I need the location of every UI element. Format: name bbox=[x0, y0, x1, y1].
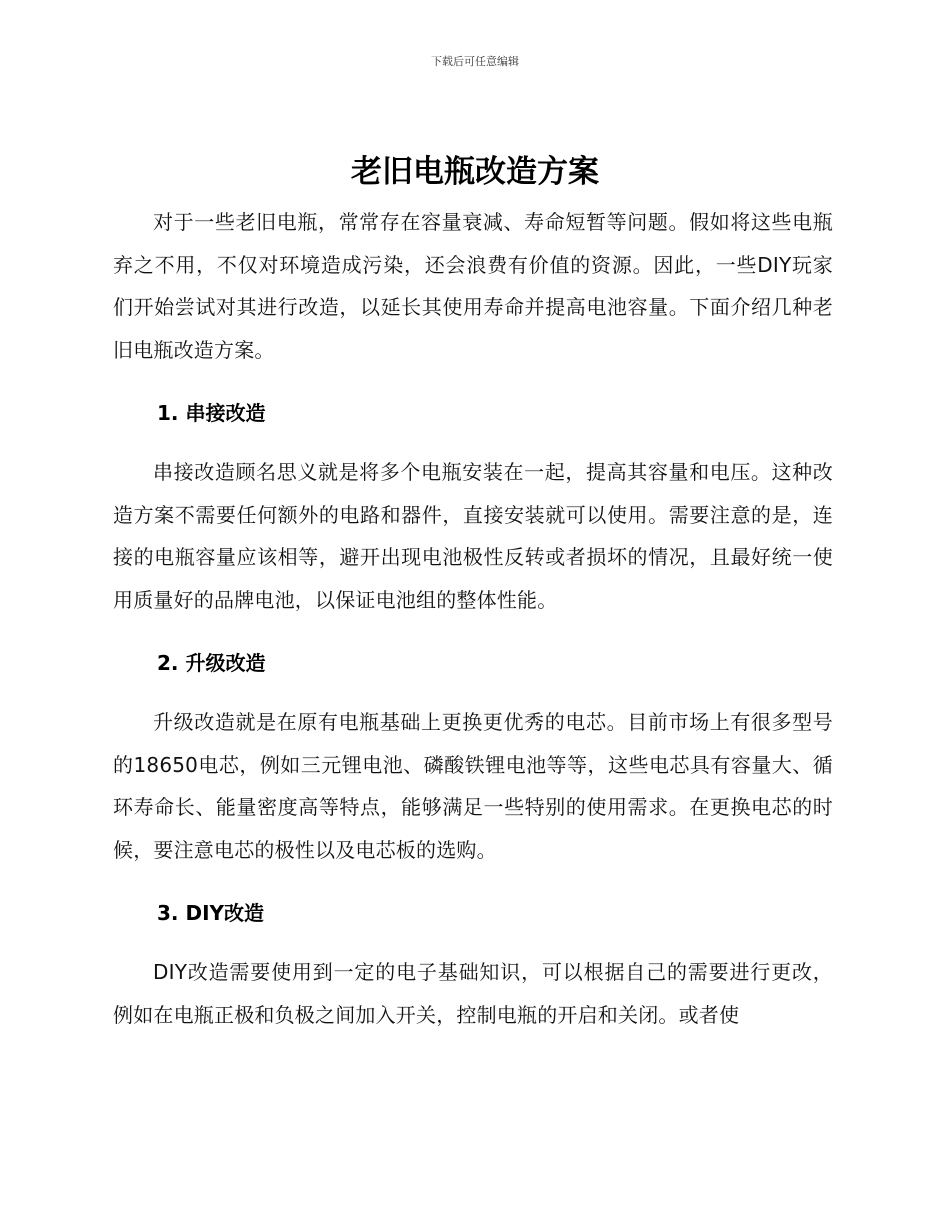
document-title: 老旧电瓶改造方案 bbox=[351, 154, 599, 190]
section-body-block-3 bbox=[113, 951, 833, 1036]
intro-paragraph: 对于一些老旧电瓶，常常存在容量衰减、寿命短暂等问题。假如将这些电瓶弃之不用，不仅对环境造成污染，还会浪费有价值的资源。因此，一些DIY玩家们开始尝试对其进行改造，以延长其使用寿命并提高电池容量。下面介绍几种老旧电瓶改造方案。 bbox=[113, 210, 833, 362]
section-paragraph-1: 串接改造顾名思义就是将多个电瓶安装在一起，提高其容量和电压。这种改造方案不需要任何额外的电路和器件，直接安装就可以使用。需要注意的是，连接的电瓶容量应该相等，避开出现电池极性反转或者损坏的情况，且最好统一使用质量好的品牌电池，以保证电池组的整体性能。 bbox=[113, 460, 833, 612]
section-heading-1: 1. 串接改造 bbox=[157, 401, 266, 425]
section-heading-2: 2. 升级改造 bbox=[157, 651, 266, 675]
section-heading-3: 3. DIY改造 bbox=[157, 901, 265, 925]
intro-block bbox=[113, 201, 833, 371]
section-paragraph-2: 升级改造就是在原有电瓶基础上更换更优秀的电芯。目前市场上有很多型号的18650电芯，例如三元锂电池、磷酸铁锂电池等等，这些电芯具有容量大、循环寿命长、能量密度高等特点，能够满足一些特别的使用需求。在更换电芯的时候，要注意电芯的极性以及电芯板的选购。 bbox=[113, 710, 833, 862]
header-note: 下载后可任意编辑 bbox=[431, 55, 519, 68]
section-body-block-1 bbox=[113, 451, 833, 621]
section-body-block-2 bbox=[113, 701, 833, 871]
section-paragraph-3: DIY改造需要使用到一定的电子基础知识，可以根据自己的需要进行更改，例如在电瓶正极和负极之间加入开关，控制电瓶的开启和关闭。或者使 bbox=[113, 960, 833, 1027]
